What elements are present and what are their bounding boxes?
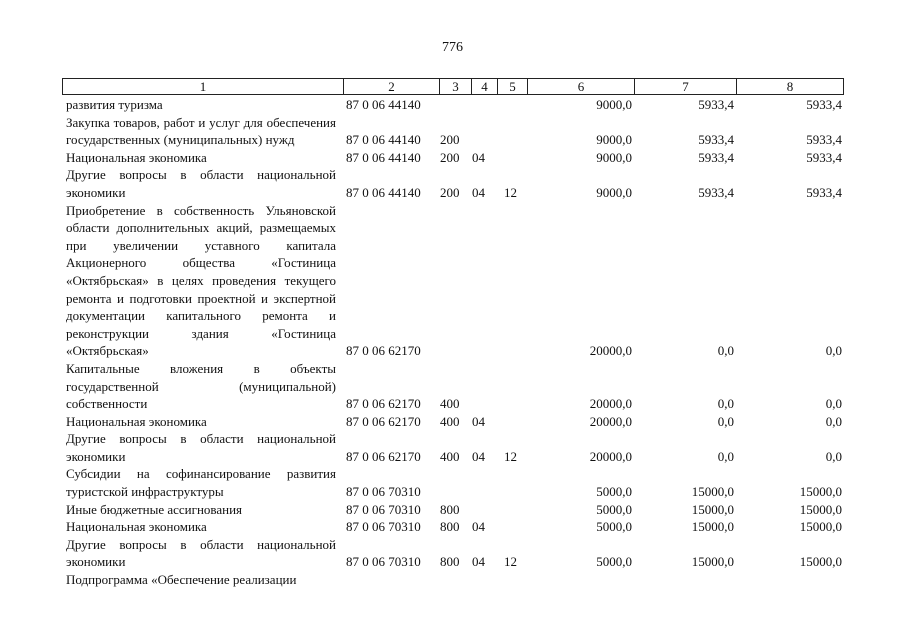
amount-col-7: 0,0 <box>717 343 734 359</box>
amount-col-7: 0,0 <box>717 396 734 412</box>
table-row <box>62 96 844 114</box>
target-code: 87 0 06 70310 <box>346 484 421 500</box>
table-row <box>62 166 844 201</box>
column-header-5: 5 <box>497 79 527 94</box>
amount-col-8: 5933,4 <box>806 97 842 112</box>
expense-type: 200 <box>440 132 460 148</box>
amount-col-8: 0,0 <box>825 448 842 464</box>
amount-col-7: 5933,4 <box>698 132 734 148</box>
row-name: Национальная экономика <box>66 149 207 165</box>
table-row <box>62 465 844 500</box>
target-code: 87 0 06 62170 <box>346 448 421 464</box>
page-number: 776 <box>442 40 463 55</box>
expense-type: 200 <box>440 184 460 200</box>
target-code: 87 0 06 62170 <box>346 343 421 359</box>
column-header-3: 3 <box>439 79 471 94</box>
amount-col-8: 15000,0 <box>799 519 842 535</box>
column-header-1: 1 <box>199 79 207 94</box>
table-row <box>62 536 844 571</box>
amount-col-7: 15000,0 <box>691 554 734 570</box>
table-row <box>62 114 844 149</box>
table-row <box>62 202 844 360</box>
amount-col-8: 5933,4 <box>806 132 842 148</box>
expense-type: 200 <box>440 149 460 165</box>
row-name: Подпрограмма «Обеспечение реализации <box>66 572 297 588</box>
column-header-2: 2 <box>343 79 439 94</box>
table-row <box>62 413 844 431</box>
target-code: 87 0 06 44140 <box>346 132 421 148</box>
subsection: 12 <box>504 184 517 200</box>
target-code: 87 0 06 62170 <box>346 396 421 412</box>
target-code: 87 0 06 44140 <box>346 97 421 112</box>
row-name: развития туризма <box>66 97 163 112</box>
amount-col-6: 5000,0 <box>596 501 632 517</box>
section: 04 <box>472 554 485 570</box>
row-name: Приобретение в собственность Ульяновской области дополнительных акций, размещаемых при увеличении уставного капитала Акционерного общества «Гостиница «Октябрьская» в целях проведения текущего ремонта и подготовки проектной и экспертной документации капитального ремонта и реконструкции здания «Гостиница «Октябрьская» <box>66 202 336 359</box>
amount-col-7: 15000,0 <box>691 501 734 517</box>
row-name: Закупка товаров, работ и услуг для обеспечения государственных (муниципальных) нужд <box>66 114 336 148</box>
amount-col-8: 0,0 <box>825 396 842 412</box>
target-code: 87 0 06 70310 <box>346 554 421 570</box>
amount-col-7: 5933,4 <box>698 184 734 200</box>
row-name: Капитальные вложения в объекты государственной (муниципальной) собственности <box>66 360 336 412</box>
section: 04 <box>472 149 485 165</box>
table-row <box>62 430 844 465</box>
amount-col-6: 5000,0 <box>596 554 632 570</box>
target-code: 87 0 06 62170 <box>346 413 421 429</box>
amount-col-6: 9000,0 <box>596 132 632 148</box>
amount-col-7: 0,0 <box>717 413 734 429</box>
amount-col-7: 0,0 <box>717 448 734 464</box>
amount-col-7: 5933,4 <box>698 97 734 112</box>
column-header-7: 7 <box>634 79 736 94</box>
amount-col-8: 5933,4 <box>806 184 842 200</box>
amount-col-6: 9000,0 <box>596 97 632 112</box>
row-name: Национальная экономика <box>66 413 207 429</box>
amount-col-6: 20000,0 <box>589 396 632 412</box>
amount-col-7: 5933,4 <box>698 149 734 165</box>
table-row <box>62 149 844 167</box>
amount-col-8: 15000,0 <box>799 501 842 517</box>
amount-col-8: 0,0 <box>825 343 842 359</box>
amount-col-8: 5933,4 <box>806 149 842 165</box>
amount-col-6: 9000,0 <box>596 184 632 200</box>
row-name: Иные бюджетные ассигнования <box>66 501 243 517</box>
amount-col-6: 5000,0 <box>596 484 632 500</box>
target-code: 87 0 06 70310 <box>346 501 421 517</box>
table-header <box>62 78 844 95</box>
section: 04 <box>472 448 485 464</box>
section: 04 <box>472 413 485 429</box>
expense-type: 800 <box>440 519 460 535</box>
column-header-8: 8 <box>736 79 843 94</box>
target-code: 87 0 06 70310 <box>346 519 421 535</box>
amount-col-7: 15000,0 <box>691 484 734 500</box>
expense-type: 800 <box>440 554 460 570</box>
section: 04 <box>472 519 485 535</box>
table-row <box>62 518 844 536</box>
expense-type: 400 <box>440 448 460 464</box>
amount-col-8: 15000,0 <box>799 484 842 500</box>
amount-col-8: 0,0 <box>825 413 842 429</box>
amount-col-6: 9000,0 <box>596 149 632 165</box>
amount-col-8: 15000,0 <box>799 554 842 570</box>
target-code: 87 0 06 44140 <box>346 184 421 200</box>
subsection: 12 <box>504 554 517 570</box>
amount-col-6: 20000,0 <box>589 448 632 464</box>
table-row <box>62 571 844 589</box>
table-body <box>62 96 844 589</box>
section: 04 <box>472 184 485 200</box>
row-name: Другие вопросы в области национальной экономики <box>66 536 336 570</box>
amount-col-7: 15000,0 <box>691 519 734 535</box>
amount-col-6: 20000,0 <box>589 343 632 359</box>
amount-col-6: 5000,0 <box>596 519 632 535</box>
table-row <box>62 360 844 413</box>
expense-type: 400 <box>440 396 460 412</box>
row-name: Субсидии на софинансирование развития туристской инфраструктуры <box>66 466 336 500</box>
amount-col-6: 20000,0 <box>589 413 632 429</box>
row-name: Другие вопросы в области национальной экономики <box>66 431 336 464</box>
row-name: Другие вопросы в области национальной экономики <box>66 167 336 200</box>
subsection: 12 <box>504 448 517 464</box>
expense-type: 400 <box>440 413 460 429</box>
row-name: Национальная экономика <box>66 519 207 535</box>
table-row <box>62 501 844 519</box>
column-header-4: 4 <box>471 79 497 94</box>
expense-type: 800 <box>440 501 460 517</box>
column-header-6: 6 <box>527 79 634 94</box>
target-code: 87 0 06 44140 <box>346 149 421 165</box>
